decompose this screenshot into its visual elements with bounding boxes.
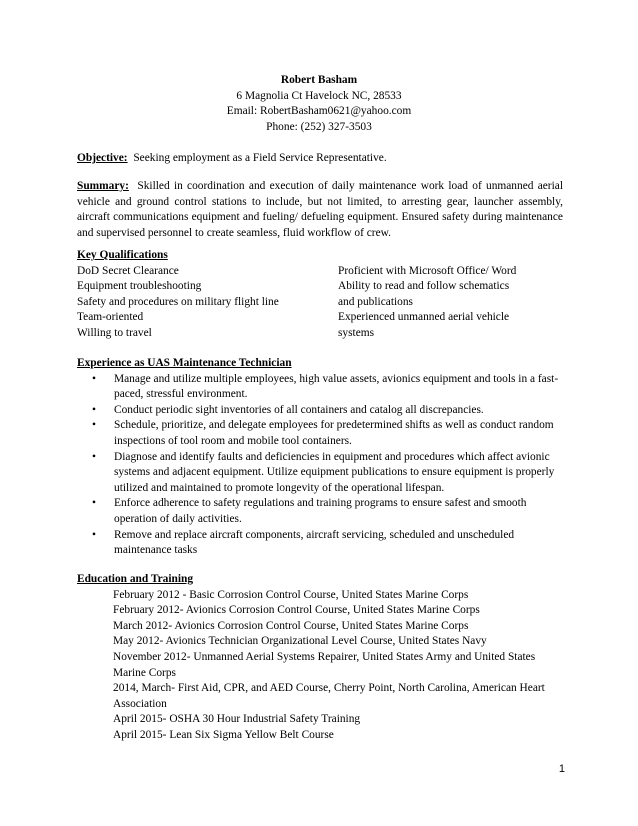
- phone: Phone: (252) 327-3503: [266, 120, 372, 133]
- experience-item-text: Conduct periodic sight inventories of all containers and catalog all discrepancies.: [114, 403, 484, 416]
- education-item: April 2015- Lean Six Sigma Yellow Belt Course: [113, 728, 334, 741]
- education-item: May 2012- Avionics Technician Organizational Level Course, United States Navy: [113, 635, 487, 648]
- qualification-row: [77, 264, 563, 280]
- qualifications-list: [77, 264, 563, 342]
- experience-item-text: Enforce adherence to safety regulations and training programs to ensure safest and smooth operation of daily activities.: [114, 497, 527, 525]
- experience-item: [77, 528, 563, 559]
- contact-header: [0, 73, 638, 135]
- qualification-row: [77, 310, 563, 326]
- objective-label: Objective:: [77, 152, 128, 164]
- experience-list: [77, 372, 563, 559]
- summary-text: Skilled in coordination and execution of daily maintenance work load of unmanned aerial vehicle and ground control stations to include, but not limited, to arresting gear, launcher assembly, aircraft communications equipment and fueling/ defueling equipment. Ensured safety during maintenance and supervised personnel to create seamless, fluid workflow of crew.: [77, 180, 563, 239]
- qualification-right: Proficient with Microsoft Office/ Word: [338, 264, 517, 277]
- qualification-right: systems: [338, 326, 375, 339]
- qualification-left: Team-oriented: [77, 311, 144, 324]
- objective-text: Seeking employment as a Field Service Representative.: [133, 152, 387, 164]
- education-list: [77, 588, 563, 744]
- experience-item: [77, 372, 563, 403]
- experience-item-text: Diagnose and identify faults and deficiencies in equipment and procedures which affect avionic systems and adjacent equipment. Utilize equipment publications to ensure equipment is properly utilized and maintained to promote longevity of the operational lifespan.: [114, 450, 555, 494]
- objective-section: [77, 151, 563, 167]
- qualification-right: and publications: [338, 295, 413, 308]
- education-item: February 2012 - Basic Corrosion Control Course, United States Marine Corps: [113, 588, 469, 601]
- experience-item-text: Schedule, prioritize, and delegate employees for predetermined shifts as well as conduct random inspections of tool room and mobile tool containers.: [114, 419, 554, 447]
- bullet-icon: •: [92, 372, 96, 385]
- qualification-row: [77, 295, 563, 311]
- qualification-left: Equipment troubleshooting: [77, 280, 202, 293]
- education-item: November 2012- Unmanned Aerial Systems Repairer, United States Army and United States Marine Corps: [113, 650, 536, 679]
- summary-label: Summary:: [77, 180, 129, 192]
- experience-item-text: Remove and replace aircraft components, aircraft servicing, scheduled and unscheduled maintenance tasks: [114, 528, 515, 557]
- education-item: March 2012- Avionics Corrosion Control Course, United States Marine Corps: [113, 619, 469, 632]
- experience-item: [77, 450, 563, 497]
- qualification-left: Safety and procedures on military flight line: [77, 295, 279, 308]
- page-number: 1: [558, 763, 565, 775]
- experience-item: [77, 418, 563, 449]
- qualification-row: [77, 326, 563, 342]
- experience-heading: Experience as UAS Maintenance Technician: [77, 357, 292, 369]
- qualification-left: Willing to travel: [77, 326, 152, 339]
- summary-section: [77, 179, 563, 241]
- education-section: [77, 572, 563, 744]
- qualification-right: Experienced unmanned aerial vehicle: [338, 311, 510, 324]
- experience-item: [77, 403, 563, 419]
- bullet-icon: •: [92, 497, 96, 510]
- experience-section: [77, 356, 563, 559]
- experience-item: [77, 496, 563, 527]
- education-heading: Education and Training: [77, 573, 194, 585]
- bullet-icon: •: [92, 403, 96, 416]
- qualification-left: DoD Secret Clearance: [77, 264, 179, 277]
- qualification-row: [77, 279, 563, 295]
- education-item: February 2012- Avionics Corrosion Control Course, United States Marine Corps: [113, 604, 480, 617]
- bullet-icon: •: [92, 419, 96, 432]
- qualification-right: Ability to read and follow schematics: [338, 280, 510, 293]
- education-item: April 2015- OSHA 30 Hour Industrial Safety Training: [113, 713, 361, 726]
- candidate-name: Robert Basham: [280, 74, 358, 86]
- email: Email: RobertBasham0621@yahoo.com: [226, 105, 412, 118]
- education-item: 2014, March- First Aid, CPR, and AED Course, Cherry Point, North Carolina, American Heart Association: [113, 682, 545, 710]
- qualifications-heading: Key Qualifications: [77, 249, 168, 261]
- bullet-icon: •: [92, 528, 96, 541]
- address: 6 Magnolia Ct Havelock NC, 28533: [236, 89, 402, 102]
- experience-item-text: Manage and utilize multiple employees, high value assets, avionics equipment and tools in a fast-paced, stressful environment.: [114, 372, 559, 401]
- qualifications-section: [77, 248, 563, 342]
- bullet-icon: •: [92, 450, 96, 463]
